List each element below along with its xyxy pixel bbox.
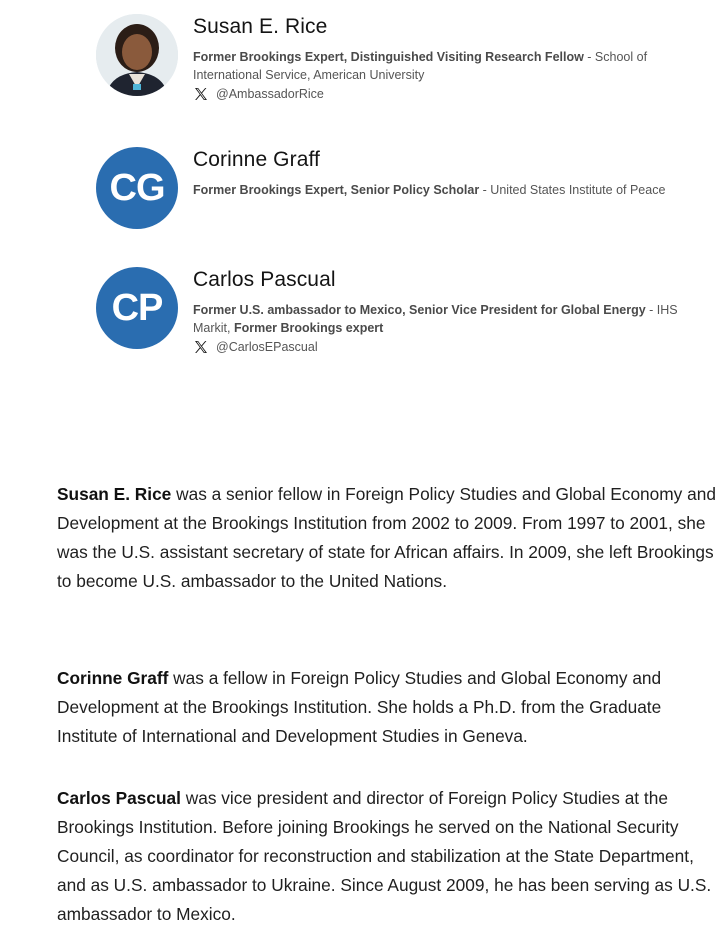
expert-title-mid: - IHS Markit, (193, 303, 678, 335)
expert-card (96, 14, 678, 103)
bio-paragraph (57, 480, 717, 596)
expert-title-rest: - United States Institute of Peace (479, 183, 666, 197)
expert-title-rest: - School of International Service, American University (193, 50, 648, 82)
bio-name: Carlos Pascual (57, 788, 181, 808)
expert-avatar-initials[interactable] (96, 267, 178, 349)
expert-card (96, 147, 678, 229)
expert-title-bold: Former Brookings Expert, Distinguished Visiting Research Fellow (193, 50, 584, 64)
expert-title-bold: Former Brookings Expert, Senior Policy Scholar (193, 183, 480, 197)
expert-title-bold-2: Former Brookings expert (233, 321, 384, 335)
bio-paragraph (57, 784, 717, 929)
expert-title (193, 48, 678, 84)
expert-info (193, 147, 678, 199)
expert-title (193, 181, 678, 199)
expert-avatar-initials[interactable] (96, 147, 178, 229)
bio-text: was a fellow in Foreign Policy Studies and Global Economy and Development at the Brookings Institution. She holds a Ph.D. from the Graduate Institute of International and Development Studies in Geneva. (57, 668, 662, 746)
x-logo-icon (193, 339, 209, 355)
expert-info (193, 14, 678, 103)
expert-social-link[interactable] (193, 85, 678, 103)
expert-social-handle: @CarlosEPascual (216, 340, 318, 354)
expert-social-link[interactable] (193, 338, 678, 356)
expert-title (193, 301, 678, 337)
expert-info (193, 267, 678, 356)
expert-name[interactable]: Corinne Graff (193, 148, 320, 171)
expert-avatar-photo[interactable] (96, 14, 178, 96)
x-logo-icon (193, 86, 209, 102)
avatar-initials: CG (109, 166, 165, 209)
expert-title-bold: Former U.S. ambassador to Mexico, Senior Vice President for Global Energy (193, 303, 646, 317)
portrait-icon (96, 14, 178, 96)
bio-name: Corinne Graff (57, 668, 169, 688)
expert-name[interactable]: Susan E. Rice (193, 15, 328, 38)
bio-paragraph (57, 664, 717, 751)
bio-text: was vice president and director of Foreign Policy Studies at the Brookings Institution. Before joining Brookings he served on the National Security Council, as coordinator for reconstruction and stabilization at the State Department, and as U.S. ambassador to Ukraine. Since August 2009, he has been serving as U.S. ambassador to Mexico. (57, 788, 712, 924)
bio-name: Susan E. Rice (57, 484, 172, 504)
avatar-initials: CP (111, 286, 163, 329)
expert-social-handle: @AmbassadorRice (216, 87, 324, 101)
expert-card (96, 267, 678, 356)
expert-name[interactable]: Carlos Pascual (193, 268, 336, 291)
bio-text: was a senior fellow in Foreign Policy Studies and Global Economy and Development at the Brookings Institution from 2002 to 2009. From 1997 to 2001, she was the U.S. assistant secretary of state for African affairs. In 2009, she left Brookings to become U.S. ambassador to the United Nations. (57, 484, 716, 591)
